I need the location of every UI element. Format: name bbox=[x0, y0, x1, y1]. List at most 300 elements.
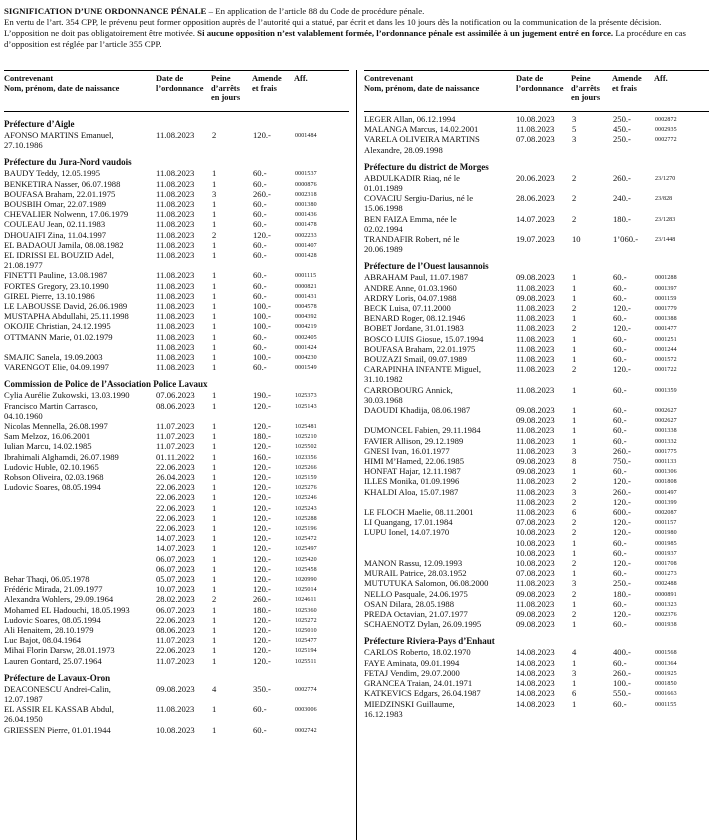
detention-days: 1 bbox=[572, 282, 577, 293]
offender-row bbox=[4, 482, 349, 492]
detention-days: 2 bbox=[212, 130, 217, 140]
fine-amount: 120.- bbox=[253, 421, 271, 432]
offender-name: BOSCO LUIS Giosue, 15.07.1994 bbox=[364, 333, 484, 344]
offender-name: FETAJ Vendim, 29.07.2000 bbox=[364, 667, 460, 678]
order-date: 05.07.2023 bbox=[156, 573, 195, 584]
detention-days: 1 bbox=[572, 415, 577, 426]
offender-name: ILLES Monika, 01.09.1996 bbox=[364, 476, 460, 487]
offender-row bbox=[364, 415, 709, 425]
detention-days: 1 bbox=[212, 645, 217, 656]
detention-days: 1 bbox=[212, 461, 217, 472]
case-number: 0001323 bbox=[655, 601, 677, 608]
offender-row bbox=[364, 456, 709, 466]
order-date: 11.08.2023 bbox=[516, 578, 555, 589]
fine-amount: 750.- bbox=[613, 456, 631, 467]
offender-name bbox=[4, 554, 154, 564]
offender-row bbox=[364, 272, 709, 282]
order-date: 22.06.2023 bbox=[156, 512, 195, 523]
fine-amount: 120.- bbox=[253, 635, 271, 646]
offender-row bbox=[4, 533, 349, 543]
case-number: 0002935 bbox=[655, 127, 677, 134]
case-number: 1024611 bbox=[295, 597, 317, 604]
offender-row bbox=[364, 214, 709, 234]
fine-amount: 60.- bbox=[253, 219, 267, 230]
order-date: 09.08.2023 bbox=[516, 609, 555, 620]
section-title: Préfecture de l’Ouest lausannois bbox=[364, 261, 489, 272]
order-date: 11.08.2023 bbox=[516, 354, 555, 365]
order-date: 10.08.2023 bbox=[516, 527, 555, 538]
order-date: 11.08.2023 bbox=[156, 290, 195, 301]
offender-name: LUPU Ionel, 14.07.1970 bbox=[364, 527, 450, 538]
header-amende: Amende et frais bbox=[612, 74, 642, 93]
order-date: 11.08.2023 bbox=[156, 130, 195, 140]
case-number: 0001663 bbox=[655, 691, 677, 698]
order-date: 11.08.2023 bbox=[156, 229, 195, 240]
offender-name: DHOUAIFI Zina, 11.04.1997 bbox=[4, 229, 107, 240]
offender-row bbox=[364, 234, 709, 254]
order-date: 09.08.2023 bbox=[516, 466, 555, 477]
case-number: 1025276 bbox=[295, 485, 317, 492]
case-number: 0001424 bbox=[295, 344, 317, 351]
offender-name: HONFAT Hajar, 12.11.1987 bbox=[364, 466, 461, 477]
offender-row bbox=[4, 594, 349, 604]
case-number: 0001397 bbox=[655, 285, 677, 292]
fine-amount: 60.- bbox=[253, 209, 267, 220]
fine-amount: 60.- bbox=[613, 568, 627, 579]
offender-name: OTTMANN Marie, 01.02.1979 bbox=[4, 331, 113, 342]
fine-amount: 240.- bbox=[613, 193, 631, 204]
order-date: 22.06.2023 bbox=[156, 502, 195, 513]
order-date: 10.08.2023 bbox=[516, 537, 555, 548]
detention-days: 4 bbox=[572, 647, 577, 658]
case-number: 0001779 bbox=[655, 306, 677, 313]
fine-amount: 120.- bbox=[253, 553, 271, 564]
detention-days: 4 bbox=[212, 683, 217, 694]
order-date: 14.07.2023 bbox=[156, 543, 195, 554]
detention-days: 3 bbox=[572, 486, 577, 497]
case-number: 0001484 bbox=[295, 133, 317, 139]
offender-name: MIEDZINSKI Guillaume, 16.12.1983 bbox=[364, 698, 455, 719]
fine-amount: 60.- bbox=[253, 331, 267, 342]
offender-row bbox=[4, 656, 349, 666]
case-number: 1025288 bbox=[295, 515, 317, 522]
case-number: 0002233 bbox=[295, 232, 317, 239]
case-number: 0001708 bbox=[655, 561, 677, 568]
fine-amount: 60.- bbox=[613, 354, 627, 365]
offender-name: CHEVALIER Nolwenn, 17.06.1979 bbox=[4, 209, 129, 220]
detention-days: 3 bbox=[572, 578, 577, 589]
detention-days: 1 bbox=[572, 435, 577, 446]
offender-row bbox=[4, 635, 349, 645]
notice-tail: La procédure en cas d’opposition est réglée par l’article 355 CPP. bbox=[4, 28, 686, 49]
order-date: 22.06.2023 bbox=[156, 523, 195, 534]
case-number: 1025373 bbox=[295, 393, 317, 400]
offender-row bbox=[4, 503, 349, 513]
offender-row bbox=[4, 645, 349, 655]
fine-amount: 260.- bbox=[613, 667, 631, 678]
offender-name: LEGER Allan, 06.12.1994 bbox=[364, 114, 456, 124]
offender-name: MANON Rassu, 12.09.1993 bbox=[364, 558, 463, 569]
detention-days: 1 bbox=[212, 523, 217, 534]
detention-days: 2 bbox=[212, 594, 217, 605]
offender-name: LE FLOCH Maelie, 08.11.2001 bbox=[364, 507, 474, 518]
offender-name: Sam Melzoz, 16.06.2001 bbox=[4, 431, 91, 442]
fine-amount: 260.- bbox=[613, 486, 631, 497]
fine-amount: 60.- bbox=[253, 290, 267, 301]
fine-amount: 60.- bbox=[613, 292, 627, 303]
offender-name: Iulian Marcu, 14.02.1985 bbox=[4, 441, 92, 452]
offender-name: COULEAU Jean, 02.11.1983 bbox=[4, 219, 106, 230]
detention-days: 1 bbox=[572, 425, 577, 436]
case-number: 0001436 bbox=[295, 212, 317, 219]
detention-days: 6 bbox=[572, 688, 577, 699]
case-number: 0001572 bbox=[655, 357, 677, 364]
offender-row bbox=[4, 725, 349, 735]
detention-days: 1 bbox=[212, 704, 217, 715]
offender-row bbox=[364, 405, 709, 415]
offender-name bbox=[4, 523, 154, 533]
fine-amount: 120.- bbox=[253, 645, 271, 656]
case-number: 0001273 bbox=[655, 571, 677, 578]
fine-amount: 120.- bbox=[253, 614, 271, 625]
detention-days: 10 bbox=[572, 234, 581, 245]
order-date: 28.06.2023 bbox=[516, 193, 555, 204]
fine-amount: 60.- bbox=[613, 598, 627, 609]
offender-row bbox=[4, 625, 349, 635]
fine-amount: 190.- bbox=[253, 390, 271, 401]
order-date: 14.07.2023 bbox=[156, 533, 195, 544]
offender-name: DAOUDI Khadija, 08.06.1987 bbox=[364, 405, 471, 416]
offender-name: OSAN Dilara, 28.05.1988 bbox=[364, 598, 454, 609]
case-number: 1025014 bbox=[295, 587, 317, 594]
order-date: 22.06.2023 bbox=[156, 614, 195, 625]
offender-name: ANDRE Anne, 01.03.1960 bbox=[364, 282, 457, 293]
detention-days: 1 bbox=[572, 313, 577, 324]
fine-amount: 120.- bbox=[253, 461, 271, 472]
left-sections bbox=[4, 118, 349, 735]
order-date: 11.07.2023 bbox=[156, 655, 195, 666]
offender-name: ABRAHAM Paul, 11.07.1987 bbox=[364, 272, 469, 283]
offender-row bbox=[4, 543, 349, 553]
case-number: 23/1283 bbox=[655, 216, 676, 223]
order-date: 10.08.2023 bbox=[516, 547, 555, 558]
fine-amount: 120.- bbox=[613, 364, 631, 375]
offender-name: OKOJIE Christian, 24.12.1995 bbox=[4, 321, 111, 332]
offender-row bbox=[364, 538, 709, 548]
offender-row bbox=[4, 311, 349, 321]
order-date: 09.08.2023 bbox=[516, 619, 555, 630]
order-date: 10.07.2023 bbox=[156, 584, 195, 595]
order-date: 11.08.2023 bbox=[156, 239, 195, 250]
offender-row bbox=[4, 462, 349, 472]
offender-row bbox=[364, 476, 709, 486]
offender-name: DEACONESCU Andrei-Calin, 12.07.1987 bbox=[4, 683, 111, 705]
order-date: 09.08.2023 bbox=[516, 292, 555, 303]
offender-name: FINETTI Pauline, 13.08.1987 bbox=[4, 270, 108, 281]
detention-days: 2 bbox=[572, 193, 577, 204]
offender-row bbox=[364, 487, 709, 497]
offender-name bbox=[364, 497, 514, 507]
case-number: 0002376 bbox=[655, 612, 677, 619]
offender-name: CARROBOURG Annick, 30.03.1968 bbox=[364, 384, 453, 405]
fine-amount: 120.- bbox=[253, 400, 271, 411]
fine-amount: 120.- bbox=[613, 609, 631, 620]
offender-name: Francisco Martin Carrasco, 04.10.1960 bbox=[4, 400, 98, 421]
fine-amount: 250.- bbox=[613, 114, 631, 124]
order-date: 06.07.2023 bbox=[156, 604, 195, 615]
detention-days: 1 bbox=[572, 678, 577, 689]
authority-section bbox=[364, 260, 709, 629]
fine-amount: 60.- bbox=[613, 619, 627, 630]
offender-row bbox=[364, 568, 709, 578]
fine-amount: 60.- bbox=[613, 425, 627, 436]
detention-days: 1 bbox=[212, 472, 217, 483]
fine-amount: 120.- bbox=[253, 512, 271, 523]
fine-amount: 60.- bbox=[613, 343, 627, 354]
case-number: 0001568 bbox=[655, 650, 677, 657]
fine-amount: 60.- bbox=[613, 405, 627, 416]
offender-name: EL IDRISSI EL BOUZID Adel, 21.08.1977 bbox=[4, 250, 114, 271]
authority-section bbox=[4, 118, 349, 150]
order-date: 11.08.2023 bbox=[516, 343, 555, 354]
fine-amount: 60.- bbox=[253, 280, 267, 291]
fine-amount: 120.- bbox=[253, 573, 271, 584]
order-date: 11.08.2023 bbox=[516, 323, 555, 334]
detention-days: 1 bbox=[212, 301, 217, 312]
header-name: Contrevenant Nom, prénom, date de naissance bbox=[4, 74, 120, 93]
detention-days: 1 bbox=[212, 553, 217, 564]
detention-days: 1 bbox=[212, 533, 217, 544]
offender-row bbox=[364, 344, 709, 354]
offender-row bbox=[364, 658, 709, 668]
offender-row bbox=[4, 168, 349, 178]
fine-amount: 180.- bbox=[253, 431, 271, 442]
detention-days: 3 bbox=[572, 667, 577, 678]
offender-name: AFONSO MARTINS Emanuel, 27.10.1986 bbox=[4, 130, 114, 151]
fine-amount: 450.- bbox=[613, 124, 631, 135]
offender-row bbox=[364, 466, 709, 476]
case-number: 0002627 bbox=[655, 418, 677, 425]
order-date: 11.08.2023 bbox=[156, 219, 195, 230]
case-number: 1025511 bbox=[295, 658, 317, 665]
detention-days: 1 bbox=[212, 625, 217, 635]
order-date: 11.08.2023 bbox=[516, 313, 555, 324]
offender-name: KATKEVICS Edgars, 26.04.1987 bbox=[364, 688, 481, 699]
order-date: 11.08.2023 bbox=[156, 301, 195, 312]
offender-row bbox=[364, 323, 709, 333]
offender-name: HIMI M’Hamed, 22.06.1985 bbox=[364, 456, 465, 467]
order-date: 11.08.2023 bbox=[156, 311, 195, 322]
detention-days: 1 bbox=[212, 199, 217, 210]
fine-amount: 160.- bbox=[253, 451, 271, 462]
order-date: 11.08.2023 bbox=[156, 331, 195, 342]
offender-row bbox=[4, 291, 349, 301]
detention-days: 2 bbox=[572, 527, 577, 538]
order-date: 01.11.2022 bbox=[156, 451, 195, 462]
order-date: 11.08.2023 bbox=[156, 341, 195, 352]
case-number: 0001364 bbox=[655, 660, 677, 667]
offender-name bbox=[4, 342, 154, 352]
authority-section bbox=[364, 635, 709, 718]
detention-days: 1 bbox=[212, 614, 217, 625]
case-number: 0000891 bbox=[655, 591, 677, 598]
offender-row bbox=[364, 548, 709, 558]
order-date: 11.08.2023 bbox=[156, 188, 195, 199]
detention-days: 2 bbox=[572, 588, 577, 599]
header-peine: Peine d’arrêts en jours bbox=[211, 74, 241, 102]
fine-amount: 60.- bbox=[253, 168, 267, 179]
detention-days: 1 bbox=[212, 280, 217, 291]
offender-name: BOUSBIH Omar, 22.07.1989 bbox=[4, 199, 107, 210]
offender-name: VARENGOT Elie, 04.09.1997 bbox=[4, 362, 109, 373]
offender-name: BOUFASA Braham, 22.01.1975 bbox=[4, 188, 116, 199]
case-number: 0002772 bbox=[655, 137, 677, 144]
offender-row bbox=[364, 647, 709, 657]
case-number: 1025472 bbox=[295, 536, 317, 543]
offender-name: BOBET Jordane, 31.01.1983 bbox=[364, 323, 464, 334]
case-number: 0001288 bbox=[655, 275, 677, 282]
fine-amount: 550.- bbox=[613, 688, 631, 699]
offender-name: EL BADAOUI Jamila, 08.08.1982 bbox=[4, 239, 124, 250]
case-number: 0001937 bbox=[655, 550, 677, 557]
offender-row bbox=[4, 390, 349, 400]
offender-row bbox=[4, 332, 349, 342]
detention-days: 1 bbox=[212, 390, 217, 401]
detention-days: 1 bbox=[212, 239, 217, 250]
offender-name: LE LABOUSSE David, 26.06.1989 bbox=[4, 301, 128, 312]
fine-amount: 60.- bbox=[253, 270, 267, 281]
order-date: 11.08.2023 bbox=[156, 209, 195, 220]
offender-row bbox=[4, 452, 349, 462]
offender-row bbox=[4, 584, 349, 594]
offender-name: BEN FAIZA Emma, née le 02.02.1994 bbox=[364, 213, 457, 234]
authority-section bbox=[4, 672, 349, 735]
order-date: 11.08.2023 bbox=[156, 280, 195, 291]
offender-row bbox=[364, 193, 709, 213]
fine-amount: 120.- bbox=[253, 533, 271, 544]
fine-amount: 180.- bbox=[253, 604, 271, 615]
offender-name: BOUZAZI Smail, 09.07.1989 bbox=[364, 354, 467, 365]
order-date: 09.08.2023 bbox=[516, 415, 555, 426]
case-number: 1025010 bbox=[295, 628, 317, 634]
detention-days: 3 bbox=[572, 114, 577, 124]
fine-amount: 60.- bbox=[613, 282, 627, 293]
detention-days: 2 bbox=[572, 558, 577, 569]
order-date: 11.07.2023 bbox=[156, 431, 195, 442]
order-date: 11.08.2023 bbox=[156, 704, 195, 715]
section-title: Préfecture Riviera-Pays d’Enhaut bbox=[364, 636, 495, 647]
fine-amount: 350.- bbox=[253, 683, 271, 694]
order-date: 10.08.2023 bbox=[516, 558, 555, 569]
offender-row bbox=[364, 507, 709, 517]
fine-amount: 600.- bbox=[613, 507, 631, 518]
detention-days: 3 bbox=[572, 445, 577, 456]
right-sections bbox=[364, 114, 709, 719]
case-number: 0001985 bbox=[655, 540, 677, 547]
offender-row bbox=[4, 554, 349, 564]
offender-row bbox=[364, 303, 709, 313]
case-number: 0004578 bbox=[295, 304, 317, 311]
order-date: 11.08.2023 bbox=[156, 250, 195, 261]
order-date: 11.08.2023 bbox=[516, 333, 555, 344]
case-number: 1025143 bbox=[295, 403, 317, 410]
case-number: 0004219 bbox=[295, 324, 317, 331]
offender-name: MUTUTUKA Salomon, 06.08.2000 bbox=[364, 578, 489, 589]
detention-days: 1 bbox=[212, 250, 217, 261]
offender-name: CARLOS Roberto, 18.02.1970 bbox=[364, 647, 471, 658]
detention-days: 1 bbox=[212, 724, 217, 735]
case-number: 0001380 bbox=[295, 202, 317, 209]
offender-name: GRANCEA Traian, 24.01.1971 bbox=[364, 678, 473, 689]
detention-days: 1 bbox=[212, 604, 217, 615]
order-date: 22.06.2023 bbox=[156, 645, 195, 656]
detention-days: 1 bbox=[212, 421, 217, 432]
detention-days: 1 bbox=[572, 466, 577, 477]
fine-amount: 100.- bbox=[253, 301, 271, 312]
offender-name: COVACIU Sergiu-Darius, né le 15.06.1998 bbox=[364, 193, 474, 214]
fine-amount: 120.- bbox=[613, 496, 631, 507]
offender-row bbox=[364, 619, 709, 629]
case-number: 1025196 bbox=[295, 526, 317, 533]
fine-amount: 120.- bbox=[253, 543, 271, 554]
offender-row bbox=[364, 497, 709, 507]
offender-name: DUMONCEL Fabien, 29.11.1984 bbox=[364, 425, 481, 436]
order-date: 11.08.2023 bbox=[516, 384, 555, 395]
case-number: 0001159 bbox=[655, 295, 677, 302]
detention-days: 1 bbox=[212, 270, 217, 281]
fine-amount: 60.- bbox=[613, 698, 627, 709]
fine-amount: 60.- bbox=[253, 341, 267, 352]
offender-row bbox=[4, 270, 349, 280]
case-number: 0001549 bbox=[295, 365, 317, 372]
offender-row bbox=[4, 281, 349, 291]
offender-name: BECK Luisa, 07.11.2000 bbox=[364, 303, 451, 314]
offender-row bbox=[364, 364, 709, 384]
offender-name: ARDRY Loris, 04.07.1988 bbox=[364, 292, 457, 303]
order-date: 07.06.2023 bbox=[156, 390, 195, 401]
order-date: 10.08.2023 bbox=[516, 114, 555, 124]
order-date: 11.08.2023 bbox=[156, 168, 195, 179]
order-date: 06.07.2023 bbox=[156, 563, 195, 574]
case-number: 0002405 bbox=[295, 334, 317, 341]
offender-row bbox=[4, 352, 349, 362]
order-date: 08.06.2023 bbox=[156, 400, 195, 411]
offender-row bbox=[4, 342, 349, 352]
offender-row bbox=[364, 313, 709, 323]
offender-row bbox=[4, 605, 349, 615]
detention-days: 1 bbox=[212, 655, 217, 666]
fine-amount: 60.- bbox=[253, 724, 267, 735]
section-title: Préfecture d’Aigle bbox=[4, 119, 75, 129]
offender-name bbox=[4, 533, 154, 543]
offender-row bbox=[364, 446, 709, 456]
order-date: 14.08.2023 bbox=[516, 698, 555, 709]
fine-amount: 1’060.- bbox=[613, 234, 639, 245]
column-divider bbox=[356, 70, 357, 840]
fine-amount: 250.- bbox=[613, 134, 631, 145]
offender-row bbox=[364, 124, 709, 134]
fine-amount: 120.- bbox=[613, 476, 631, 487]
offender-row bbox=[4, 209, 349, 219]
fine-amount: 60.- bbox=[613, 415, 627, 426]
fine-amount: 100.- bbox=[253, 352, 271, 363]
fine-amount: 120.- bbox=[253, 625, 271, 635]
fine-amount: 120.- bbox=[613, 323, 631, 334]
detention-days: 1 bbox=[212, 502, 217, 513]
offender-name: ABDULKADIR Riaq, né le 01.01.1989 bbox=[364, 172, 460, 194]
case-number: 0001306 bbox=[655, 469, 677, 476]
offender-row bbox=[4, 301, 349, 311]
